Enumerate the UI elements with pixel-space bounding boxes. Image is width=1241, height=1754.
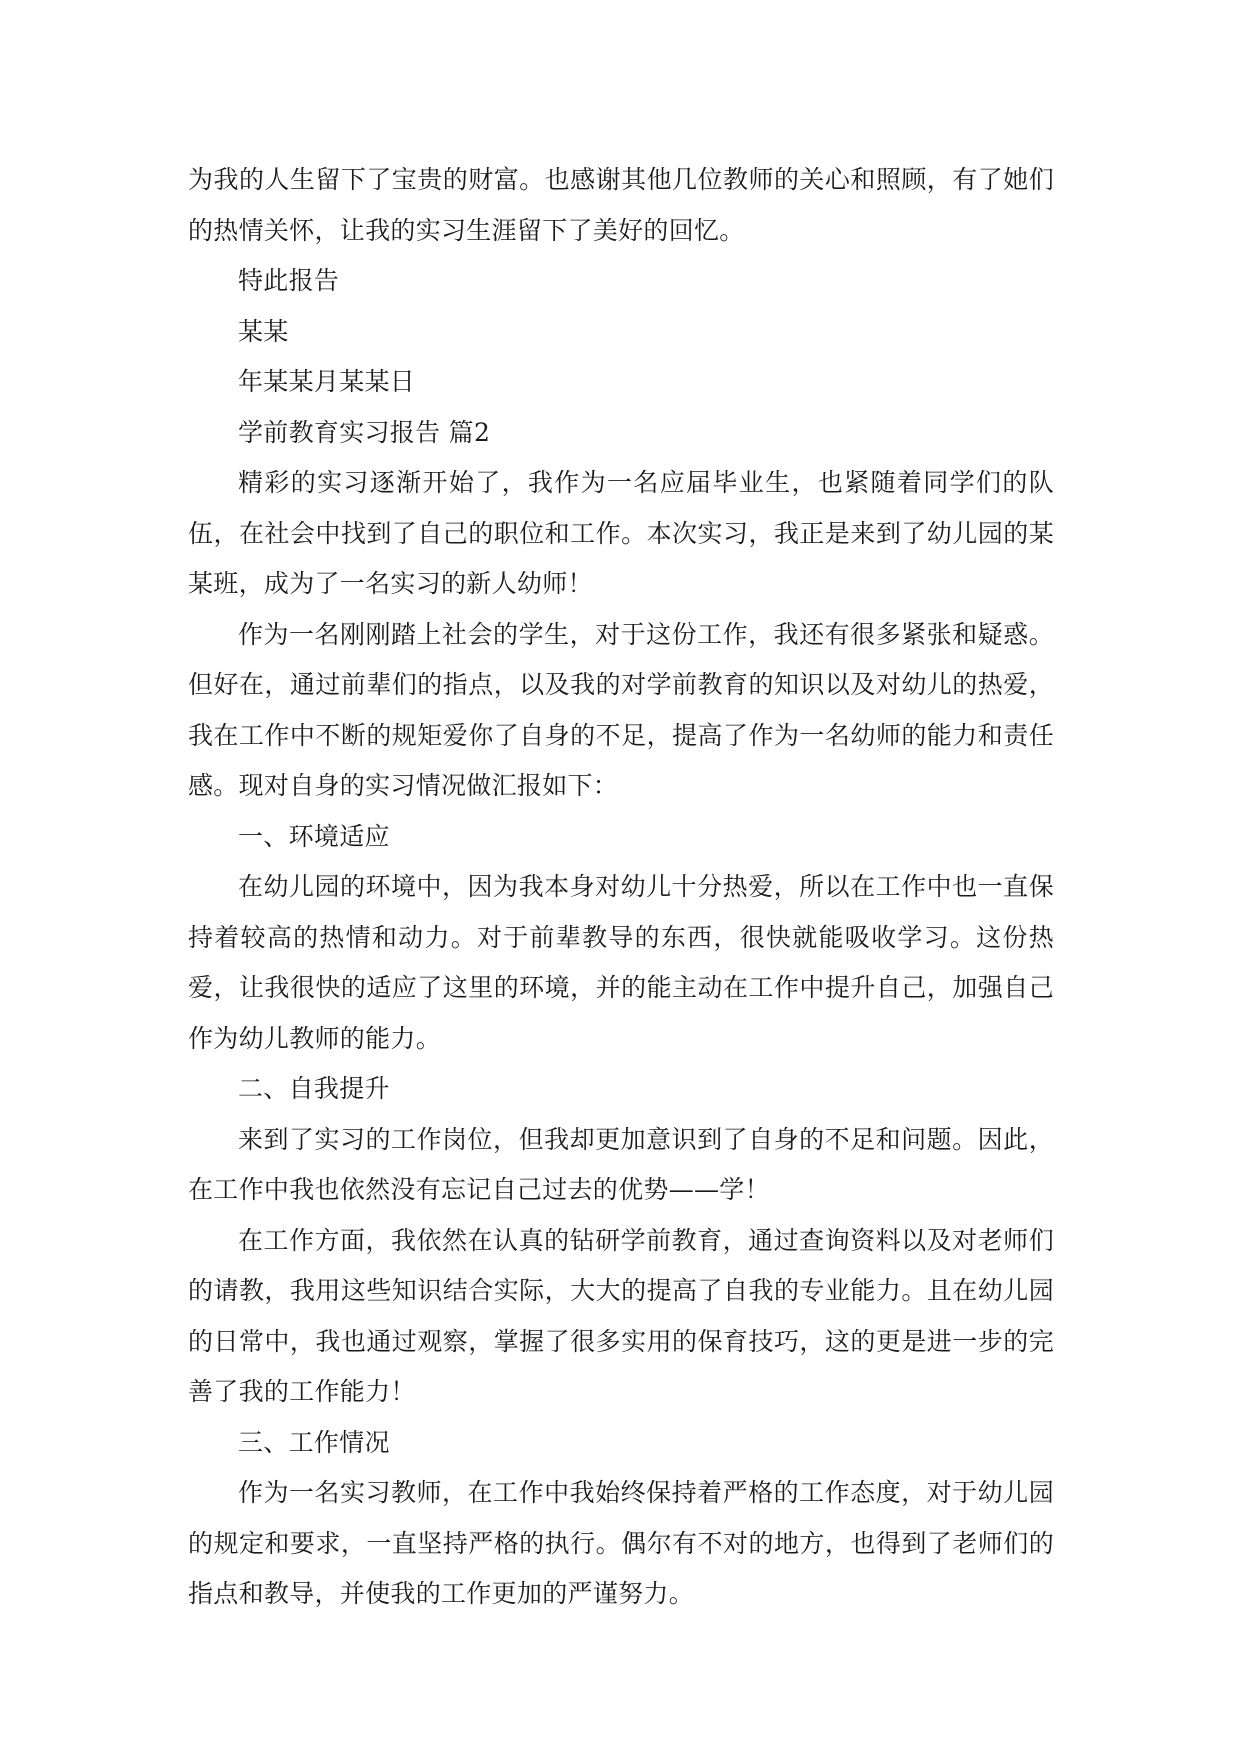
document-body — [188, 155, 1054, 1620]
paragraph-closing: 特此报告 — [238, 266, 340, 295]
paragraph: 作为一名刚刚踏上社会的学生，对于这份工作，我还有很多紧张和疑惑。但好在，通过前辈们的指点，以及我的对学前教育的知识以及对幼儿的热爱，我在工作中不断的规矩爱你了自身的不足，提高了作为一名幼师的能力和责任感。现对自身的实习情况做汇报如下： — [188, 619, 1054, 800]
section-title: 学前教育实习报告 篇2 — [238, 417, 491, 447]
paragraph: 在幼儿园的环境中，因为我本身对幼儿十分热爱，所以在工作中也一直保持着较高的热情和动力。对于前辈教导的东西，很快就能吸收学习。这份热爱，让我很快的适应了这里的环境，并的能主动在工作中提升自己，加强自己作为幼儿教师的能力。 — [188, 872, 1054, 1053]
paragraph: 来到了实习的工作岗位，但我却更加意识到了自身的不足和问题。因此，在工作中我也依然没有忘记自己过去的优势——学！ — [188, 1124, 1054, 1204]
paragraph-date: 年某某月某某日 — [238, 367, 416, 396]
section-heading: 一、环境适应 — [238, 821, 390, 851]
section-heading: 三、工作情况 — [238, 1427, 390, 1457]
paragraph: 作为一名实习教师，在工作中我始终保持着严格的工作态度，对于幼儿园的规定和要求，一直坚持严格的执行。偶尔有不对的地方，也得到了老师们的指点和教导，并使我的工作更加的严谨努力。 — [188, 1478, 1054, 1608]
paragraph-signature: 某某 — [238, 316, 289, 346]
section-heading: 二、自我提升 — [238, 1074, 390, 1103]
paragraph: 精彩的实习逐渐开始了，我作为一名应届毕业生，也紧随着同学们的队伍，在社会中找到了自己的职位和工作。本次实习，我正是来到了幼儿园的某某班，成为了一名实习的新人幼师！ — [188, 468, 1054, 598]
paragraph-continued: 为我的人生留下了宝贵的财富。也感谢其他几位教师的关心和照顾，有了她们的热情关怀，让我的实习生涯留下了美好的回忆。 — [188, 165, 1054, 245]
paragraph: 在工作方面，我依然在认真的钻研学前教育，通过查询资料以及对老师们的请教，我用这些知识结合实际，大大的提高了自我的专业能力。且在幼儿园的日常中，我也通过观察，掌握了很多实用的保育技巧，这的更是进一步的完善了我的工作能力！ — [188, 1225, 1054, 1406]
